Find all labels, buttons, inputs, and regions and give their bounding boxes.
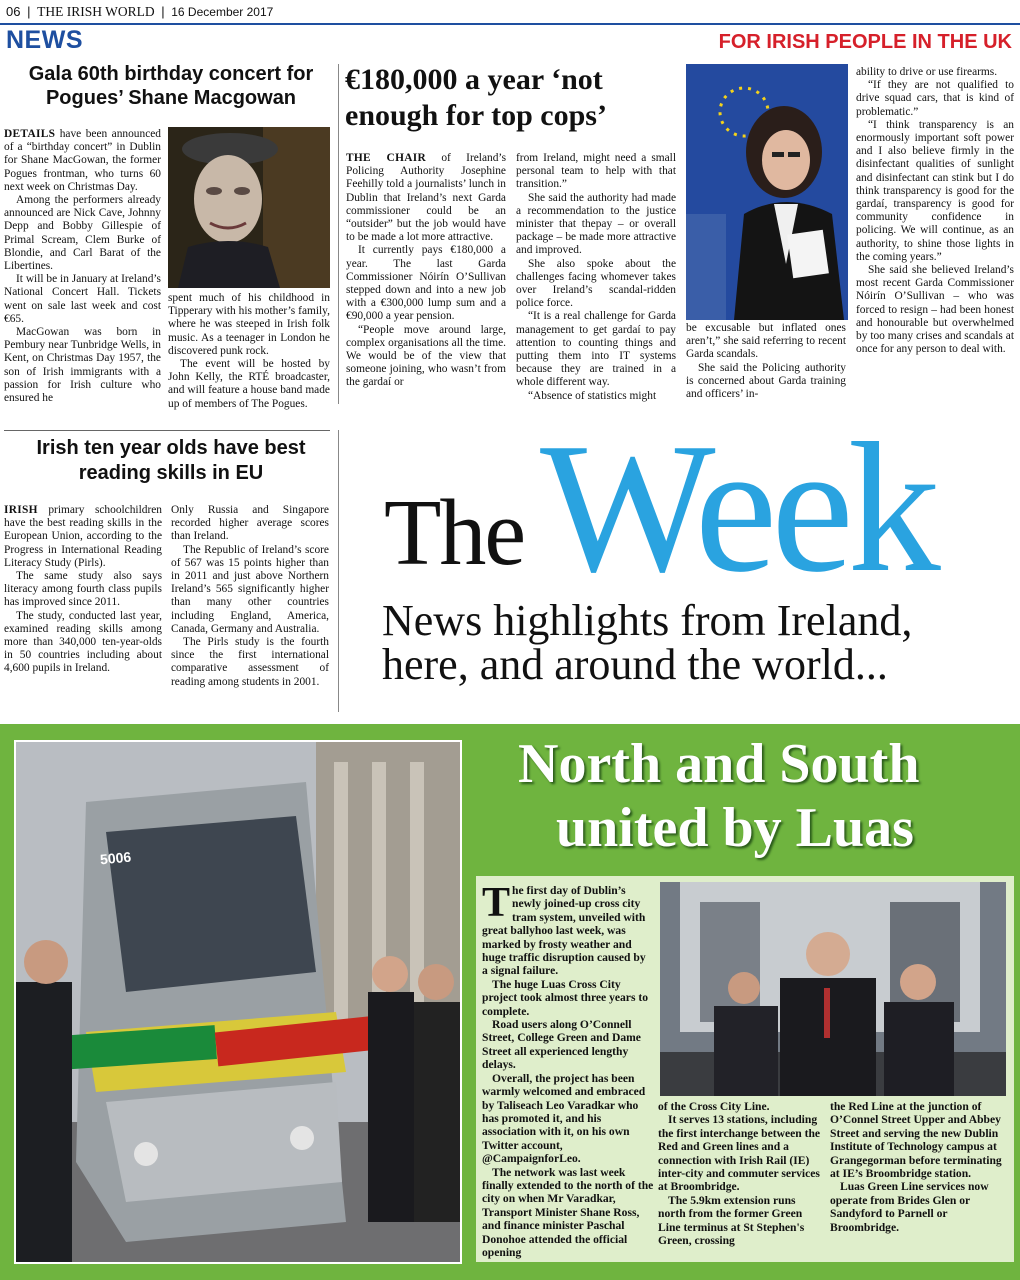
reading-lead: IRISH xyxy=(4,504,38,516)
week-banner-week: Week xyxy=(540,405,935,611)
pogues-lead: DETAILS xyxy=(4,128,56,140)
header-divider xyxy=(0,23,1020,25)
tram-illustration xyxy=(16,742,460,1262)
luas-column-3: the Red Line at the junction of O’Connel Street Upper and Abbey Street and serving the new Dublin Institute of Technology campus at Grangegorman before terminating at IE’s Broombridge station. Luas Green Line services now operate from Brides Glen or Sandyford to Parnell or Broombridge. xyxy=(830,1100,1002,1234)
section-tagline: FOR IRISH PEOPLE IN THE UK xyxy=(718,31,1012,53)
speaker-illustration xyxy=(686,64,848,320)
cops-column-1: THE CHAIR of Ireland’s Policing Authority Josephine Feehilly told a journalists’ lunch in Dublin that Ireland’s next Garda commissioner could be an “outsider” but the job would have to be made a lot more attractive. It currently pays €180,000 a year. The last Garda Commissioner Nóirín O’Sullivan stepped down and into a new job with a €300,000 lump sum and a €90,000 a year pension. “People move around large, complex organisations all the time. We would be of the view that someone joining, who wasn’t from the gardaí or xyxy=(346,152,506,389)
pogues-column-2: spent much of his childhood in Tipperary with his mother’s family, where he was steeped in Irish folk music. As a teenager in London he discovered punk rock. The event will be hosted by John Kelly, the RTÉ broadcaster, and will feature a house band made up of members of The Pogues. xyxy=(168,292,330,410)
cops-column-2: from Ireland, might need a small personal team to help with that transition.” She said the authority had made a recommendation to the justice minister that thepay – or overall package – be made more attractive and improved. She also spoke about the challenges facing whomever takes over Ireland’s scandal-ridden police force. “It is a real challenge for Garda management to get gardaí to pay attention to counting things and putting them into IT systems because they are trained in a whole different way. “Absence of statistics might xyxy=(516,152,676,402)
publication-name: THE IRISH WORLD xyxy=(37,4,155,19)
pogues-column-1: DETAILS have been announced of a “birthday concert” in Dublin for Shane MacGowan, the former Pogues frontman, who turns 60 next week on Christmas Day. Among the performers already announced are Nick Cave, Johnny Depp and Bobby Gillespie of Primal Scream, Clem Burke of Blondie, and Carl Barat of the Libertines. It will be in January at Ireland’s National Concert Hall. Tickets went on sale last week and cost €65. MacGowan was born in Pembury near Tunbridge Wells, in Kent, on Christmas Day 1957, the son of Irish immigrants with a passion for Irish culture who ensured he xyxy=(4,128,161,405)
tram-number: 5006 xyxy=(99,848,132,868)
masthead-line: 06 | THE IRISH WORLD | 16 December 2017 xyxy=(6,4,274,19)
josephine-feehilly-photo xyxy=(686,64,848,320)
luas-headline-line-2: united by Luas xyxy=(556,797,914,859)
reading-column-2: Only Russia and Singapore recorded higher average scores than Ireland. The Republic of Ireland’s score of 567 was 15 points higher than in 2011 and just above Northern Ireland’s 565 significantly higher than many other countries including England, America, Canada, Germany and Australia. The Pirls study is the fourth since the first international comparative assessment of reading among students in 2001. xyxy=(171,504,329,688)
cops-column-3: be excusable but inflated ones aren’t,” she said referring to recent Garda scandals. She said the Policing authority is concerned about Garda training and officers’ in- xyxy=(686,322,846,401)
luas-column-2: of the Cross City Line. It serves 13 stations, including the first interchange between the Red and Green lines and a connection with Irish Rail (IE) inter-city and commuter services at Broombridge. The 5.9km extension runs north from the former Green Line terminus at St Stephen's Green, crossing xyxy=(658,1100,821,1248)
shane-macgowan-photo xyxy=(168,127,330,288)
portrait-illustration xyxy=(168,127,330,288)
section-rule xyxy=(4,430,330,431)
luas-column-1: The first day of Dublin’s newly joined-up cross city tram system, unveiled with great ballyhoo last week, was marked by frosty weather and huge traffic disruption caused by a signal failure. The huge Luas Cross City project took almost three years to complete. Road users along O’Connell Street, College Green and Dame Street all experienced lengthy delays. Overall, the project has been warmly welcomed and embraced by Taliseach Leo Varadkar who has promoted it, and his association with it, on his own Twitter account, @CampaignforLeo. The network was last week finally extended to the north of the city on when Mr Varadkar, Transport Minister Shane Ross, and finance minister Paschal Donohoe attended the official opening xyxy=(482,880,654,1259)
luas-launch-photo xyxy=(660,882,1006,1096)
reading-headline: Irish ten year olds have best reading skills in EU xyxy=(36,437,306,484)
week-banner-the: The xyxy=(384,481,525,585)
column-rule xyxy=(338,430,339,712)
week-subtitle-line-2: here, and around the world... xyxy=(382,640,888,689)
dignitaries-illustration xyxy=(660,882,1006,1096)
luas-tram-photo xyxy=(14,740,462,1264)
cops-lead: THE CHAIR xyxy=(346,152,427,164)
section-title: NEWS xyxy=(6,26,83,54)
cops-column-4: ability to drive or use firearms. “If they are not qualified to drive squad cars, that is kind of problematic.” “I think transparency is an enormously important soft power and I also believe firmly in the disinfectant qualities of sunlight and disinfectant can stink but I do think transparency is good for the gardaí, transparency is good for community confidence in policing. We will continue, as an authority, to shine those lights in the coming years.” She said she believed Ireland’s most recent Garda Commissioner Nóirín O’Sullivan – who was forced to resign – had been honest and honourable but overwhelmed by too many crises and scandals at once for any person to deal with. xyxy=(856,66,1014,356)
cops-headline: €180,000 a year ‘not enough for top cops’ xyxy=(345,63,607,132)
column-rule xyxy=(338,64,339,404)
pogues-headline: Gala 60th birthday concert for Pogues’ Shane Macgowan xyxy=(28,63,314,109)
issue-date: 16 December 2017 xyxy=(171,5,274,19)
page-number: 06 xyxy=(6,4,21,19)
week-subtitle-line-1: News highlights from Ireland, xyxy=(382,596,913,645)
reading-column-1: IRISH primary schoolchildren have the best reading skills in the European Union, according to the Progress in International Reading Literacy Study (Pirls). The same study also says literacy among fourth class pupils has improved since 2011. The study, conducted last year, examined reading skills among more than 340,000 ten-year-olds in 50 countries including about 4,600 pupils in Ireland. xyxy=(4,504,162,675)
drop-cap: T xyxy=(482,880,511,926)
luas-headline-line-1: North and South xyxy=(518,733,920,795)
